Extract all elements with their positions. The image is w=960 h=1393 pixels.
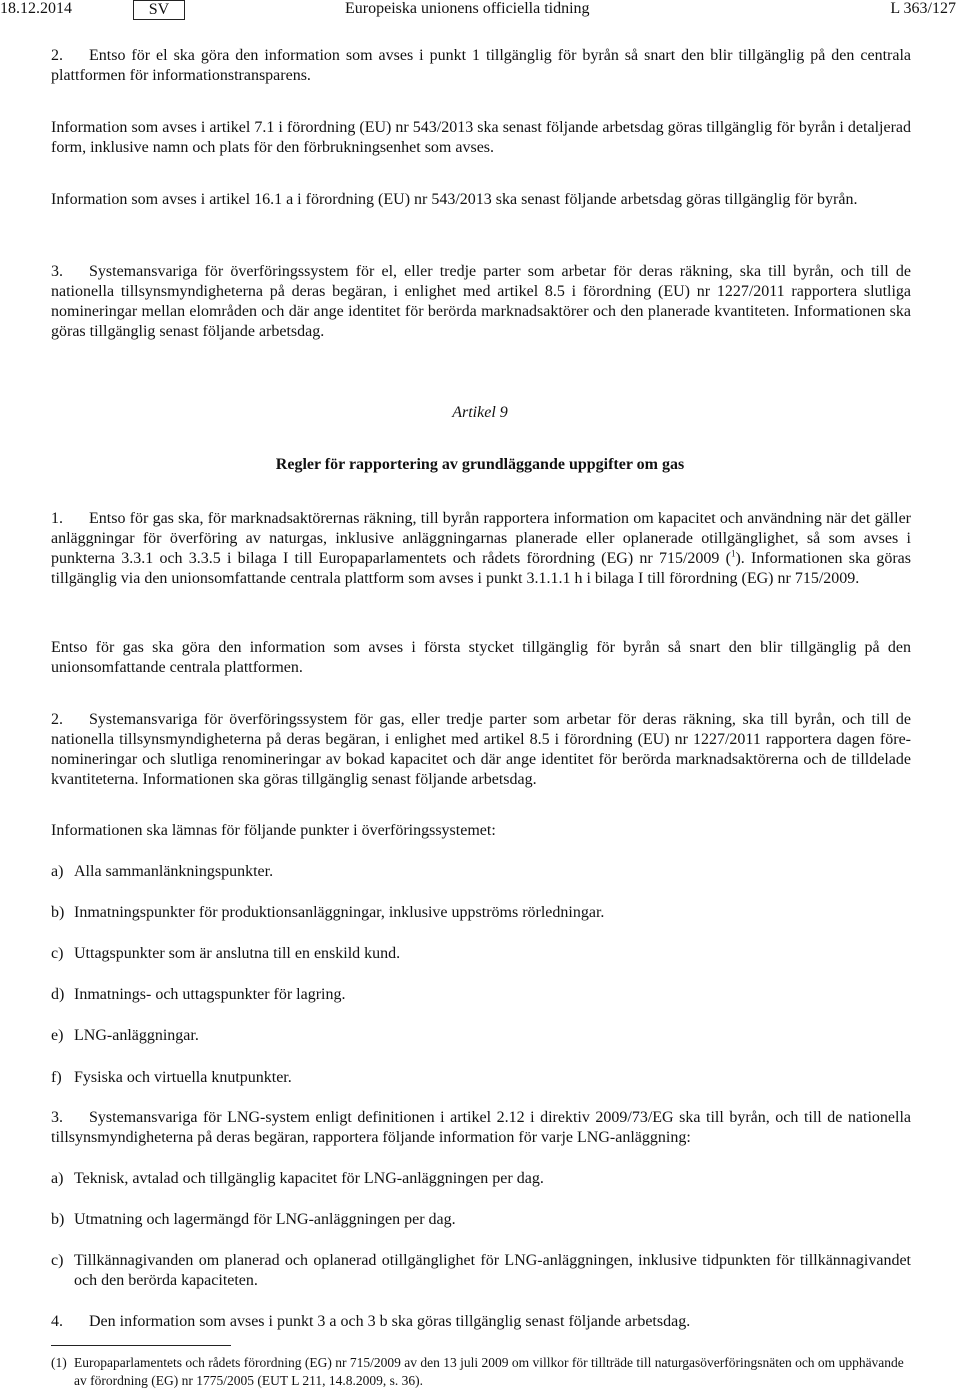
article-9-point-3 [51, 1108, 911, 1148]
article-title: Regler för rapportering av grundläggande uppgifter om gas [275, 456, 685, 473]
paragraph-number: 1. [51, 510, 63, 527]
article-9-point-2 [51, 710, 911, 790]
paragraph-text: Informationen ska lämnas för följande punkter i överföringssystemet: [51, 822, 496, 839]
list-item-label: a) [51, 863, 64, 880]
paragraph-text-part2: ). Informationen ska göras tillgänglig via den unionsomfattande centrala plattform som avses i punkt 3.1.1.1 h i bilaga I till förordning (EG) nr 715/2009. [51, 550, 911, 587]
paragraph-number: 2. [51, 47, 63, 64]
paragraph-2-second [51, 118, 911, 158]
list-item-text: LNG-anläggningar. [74, 1027, 199, 1044]
paragraph-3 [51, 262, 911, 342]
journal-title: Europeiska unionens officiella tidning [345, 0, 590, 17]
footnote-reference: (1) [51, 1355, 67, 1370]
list-item-label: a) [51, 1170, 64, 1187]
paragraph-2 [51, 46, 911, 86]
paragraph-text: Systemansvariga för överföringssystem för el, eller tredje parter som arbetar för deras räkning, ska till byrån, och till de nationella tillsynsmyndigheterna på deras begäran, i enlighet med artikel 8.5 i förordning (EU) nr 1227/2011 rapportera slutliga nomineringar mellan elområden och där ange identitet för berörda marknadsaktörer och den planerade kvantiteten. Informationen ska göras tillgänglig senast följande arbetsdag. [51, 263, 911, 340]
paragraph-text-part1: Entso för gas ska, för marknadsaktörernas räkning, till byrån rapportera information om kapacitet och användning när det gäller anläggningar för överföring av naturgas, inklusive anläggningarnas planerade eller oplanerade otillgänglighet, så som avses i punkterna 3.3.1 och 3.3.5 i bilaga I till Europaparlamentets och rådets förordning (EG) nr 715/2009 ( [51, 510, 911, 567]
paragraph-text: Information som avses i artikel 7.1 i förordning (EU) nr 543/2013 ska senast följande arbetsdag göras tillgänglig för byrån i detaljerad form, inklusive namn och plats för den förbrukningsenhet som avses. [51, 119, 911, 156]
list-item-label: b) [51, 904, 65, 921]
article-9-point-4 [51, 1312, 911, 1332]
article-number: Artikel 9 [452, 404, 508, 421]
publication-date: 18.12.2014 [0, 0, 72, 17]
article-9-point-1-second [51, 638, 911, 678]
paragraph-text: Entso för el ska göra den information som avses i punkt 1 tillgänglig för byrån så snart den blir tillgänglig på den centrala plattformen för informationstransparens. [51, 47, 911, 84]
paragraph-text: Systemansvariga för överföringssystem för gas, eller tredje parter som arbetar för deras räkning, ska till byrån, och till de nationella tillsynsmyndigheterna på deras begäran, i enlighet med artikel 8.5 i förordning (EU) nr 1227/2011 rapportera dagen före-nomineringar och slutliga renomineringar av bokad kapacitet och där ange identitet för berörda marknadsaktörerna och de tilldelade kvantiteterna. Informationen ska göras tillgänglig senast följande arbetsdag. [51, 711, 911, 788]
article-9-point-1 [51, 509, 911, 589]
paragraph-text: Systemansvariga för LNG-system enligt definitionen i artikel 2.12 i direktiv 2009/73/EG ska till byrån, och till de nationella tillsynsmyndigheterna på deras begäran, rapportera följande information för varje LNG-anläggning: [51, 1109, 911, 1146]
list-item-text: Alla sammanlänkningspunkter. [74, 863, 274, 880]
paragraph-number: 2. [51, 711, 63, 728]
article-9-point-2-intro [51, 821, 911, 841]
paragraph-number: 3. [51, 1109, 63, 1126]
paragraph-text: Den information som avses i punkt 3 a och 3 b ska göras tillgänglig senast följande arbetsdag. [89, 1313, 691, 1330]
footnote-separator [51, 1345, 231, 1346]
list-item-text: Uttagspunkter som är anslutna till en enskild kund. [74, 945, 401, 962]
list-item-text: Tillkännagivanden om planerad och oplanerad otillgänglighet för LNG-anläggningen, inklusive tidpunkten för tillkännagivandet och den berörda kapaciteten. [74, 1252, 911, 1289]
page-reference: L 363/127 [890, 0, 956, 17]
language-badge: SV [133, 0, 185, 20]
list-item-text: Utmatning och lagermängd för LNG-anläggningen per dag. [74, 1211, 456, 1228]
list-item-text: Inmatningspunkter för produktionsanläggningar, inklusive uppströms rörledningar. [74, 904, 605, 921]
list-item-text: Fysiska och virtuella knutpunkter. [74, 1069, 292, 1086]
list-item-label: b) [51, 1211, 65, 1228]
footnote-marker[interactable]: 1 [730, 548, 736, 559]
list-item-text: Inmatnings- och uttagspunkter för lagring. [74, 986, 346, 1003]
list-item-label: c) [51, 1252, 64, 1269]
paragraph-number: 3. [51, 263, 63, 280]
page-header [0, 0, 960, 22]
list-item-label: d) [51, 986, 65, 1003]
paragraph-text: Entso för gas ska göra den information som avses i första stycket tillgänglig för byrån så snart den blir tillgänglig på den unionsomfattande centrala plattformen. [51, 639, 911, 676]
list-item-label: e) [51, 1027, 64, 1044]
paragraph-2-third [51, 190, 911, 210]
list-item-label: f) [51, 1069, 62, 1086]
paragraph-number: 4. [51, 1313, 63, 1330]
list-item-text: Teknisk, avtalad och tillgänglig kapacitet för LNG-anläggningen per dag. [74, 1170, 544, 1187]
paragraph-text: Information som avses i artikel 16.1 a i förordning (EU) nr 543/2013 ska senast följande arbetsdag göras tillgänglig för byrån. [51, 191, 858, 208]
list-item-label: c) [51, 945, 64, 962]
footnote-text: Europaparlamentets och rådets förordning (EG) nr 715/2009 av den 13 juli 2009 om villkor för tillträde till naturgasöverföringsnäten och om upphävande av förordning (EG) nr 1775/2005 (EUT L 211, 14.8.2009, s. 36). [74, 1355, 904, 1388]
